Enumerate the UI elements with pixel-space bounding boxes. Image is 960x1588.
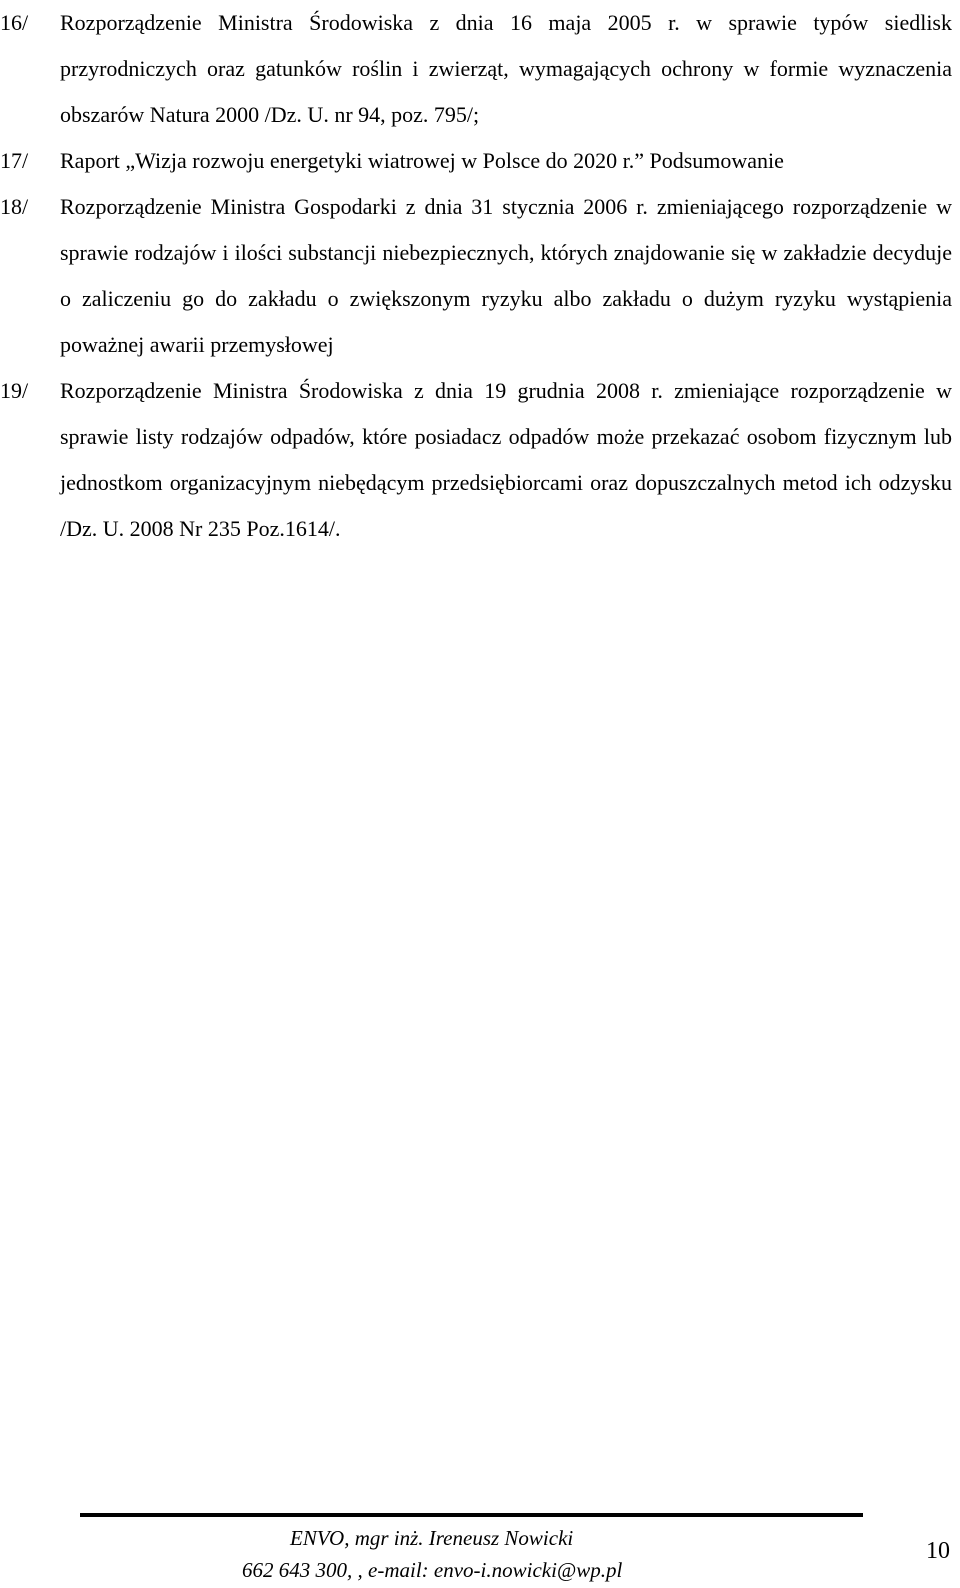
- reference-number: 19/: [0, 378, 29, 403]
- reference-text: Raport „Wizja rozwoju energetyki wiatrowej w Polsce do 2020 r.” Podsumowanie: [60, 148, 784, 173]
- reference-text: Rozporządzenie Ministra Środowiska z dnia 19 grudnia 2008 r. zmieniające rozporządzenie w sprawie listy rodzajów odpadów, które posiadacz odpadów może przekazać osobom fizycznym lub jednostkom organizacyjnym niebędącym przedsiębiorcami oraz dopuszczalnych metod ich odzysku /Dz. U. 2008 Nr 235 Poz.1614/.: [60, 378, 952, 541]
- reference-text: Rozporządzenie Ministra Środowiska z dnia 16 maja 2005 r. w sprawie typów siedlisk przyrodniczych oraz gatunków roślin i zwierząt, wymagających ochrony w formie wyznaczenia obszarów Natura 2000 /Dz. U. nr 94, poz. 795/;: [60, 10, 952, 127]
- reference-number: 18/: [0, 194, 29, 219]
- reference-number: 16/: [0, 10, 29, 35]
- reference-list: [0, 0, 960, 552]
- footer-author: ENVO, mgr inż. Ireneusz Nowicki: [290, 1526, 574, 1550]
- footer-contact: 662 643 300, , e-mail: envo-i.nowicki@wp.pl: [242, 1558, 623, 1582]
- reference-text: Rozporządzenie Ministra Gospodarki z dnia 31 stycznia 2006 r. zmieniającego rozporządzenie w sprawie rodzajów i ilości substancji niebezpiecznych, których znajdowanie się w zakładzie decyduje o zaliczeniu go do zakładu o zwiększonym ryzyku albo zakładu o dużym ryzyku wystąpienia poważnej awarii przemysłowej: [60, 194, 952, 357]
- footer-divider: [80, 1513, 863, 1517]
- page-number: 10: [926, 1538, 950, 1564]
- reference-number: 17/: [0, 148, 29, 173]
- reference-item-17: [0, 138, 960, 184]
- reference-item-18: [0, 184, 960, 368]
- reference-item-19: [0, 368, 960, 552]
- reference-item-16: [0, 0, 960, 138]
